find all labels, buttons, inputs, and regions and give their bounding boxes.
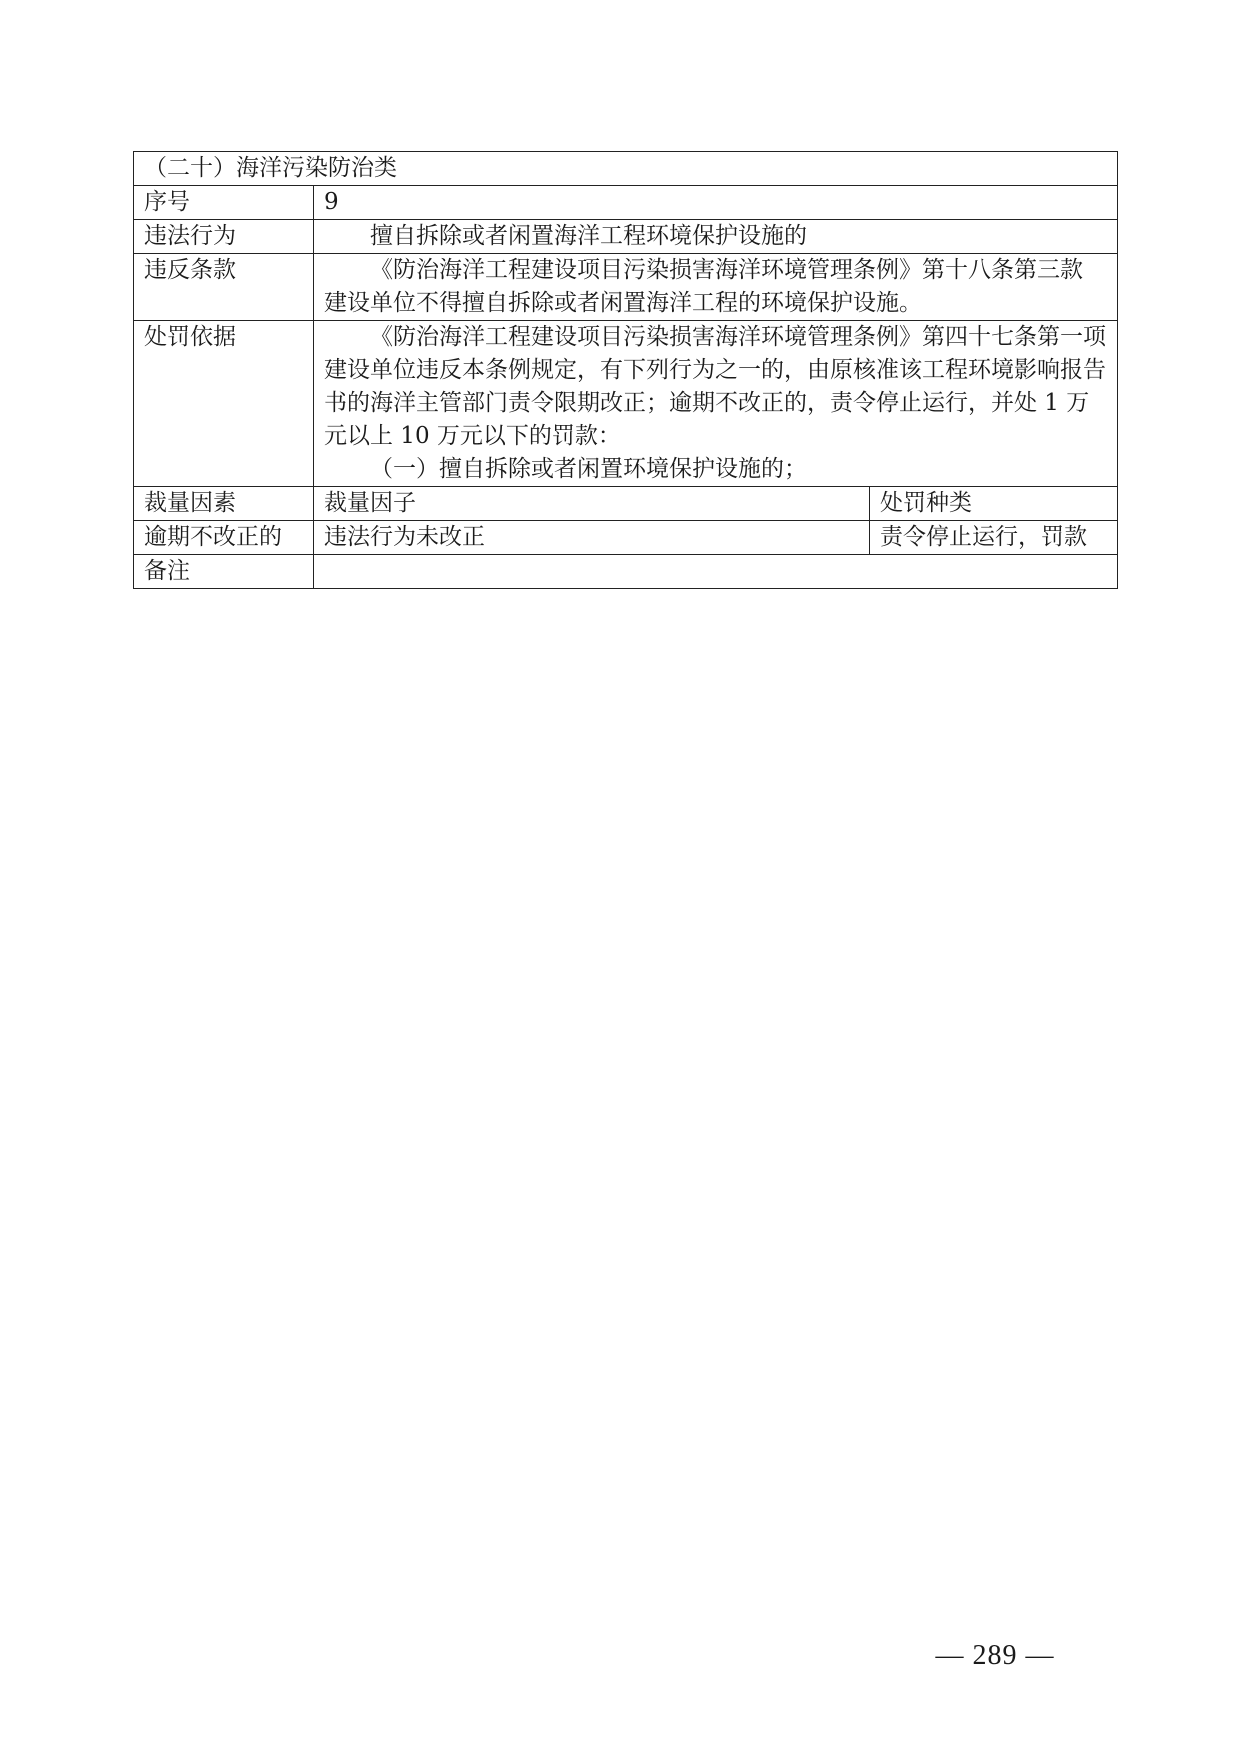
discretion-row — [134, 521, 1118, 555]
serial-label: 序号 — [134, 186, 314, 220]
discretion-subfactor-header: 裁量因子 — [314, 487, 870, 521]
illegal-act-value: 擅自拆除或者闲置海洋工程环境保护设施的 — [314, 220, 1118, 254]
remarks-label: 备注 — [134, 555, 314, 589]
remarks-row — [134, 555, 1118, 589]
illegal-act-label: 违法行为 — [134, 220, 314, 254]
penalty-basis-paragraph: 《防治海洋工程建设项目污染损害海洋环境管理条例》第四十七条第一项 建设单位违反本条例规定，有下列行为之一的，由原核准该工程环境影响报告书的海洋主管部门责令限期改正；逾期不改正的，责令停止运行，并处 1 万元以上 10 万元以下的罚款： — [324, 324, 1106, 449]
violated-clause-row — [134, 254, 1118, 321]
discretion-header-row — [134, 487, 1118, 521]
penalty-discretion-table — [133, 151, 1118, 589]
serial-value: 9 — [314, 186, 1118, 220]
discretion-factor-header: 裁量因素 — [134, 487, 314, 521]
penalty-basis-label: 处罚依据 — [134, 321, 314, 487]
category-cell: （二十）海洋污染防治类 — [134, 152, 1118, 186]
page-number: — 289 — — [935, 1640, 1055, 1671]
violated-clause-value: 《防治海洋工程建设项目污染损害海洋环境管理条例》第十八条第三款 建设单位不得擅自拆除或者闲置海洋工程的环境保护设施。 — [314, 254, 1118, 321]
discretion-subfactor: 违法行为未改正 — [314, 521, 870, 555]
category-row — [134, 152, 1118, 186]
remarks-value — [314, 555, 1118, 589]
illegal-act-row — [134, 220, 1118, 254]
penalty-basis-row — [134, 321, 1118, 487]
penalty-basis-paragraph: （一）擅自拆除或者闲置环境保护设施的； — [370, 456, 807, 482]
discretion-factor: 逾期不改正的 — [134, 521, 314, 555]
violated-clause-label: 违反条款 — [134, 254, 314, 321]
penalty-type-header: 处罚种类 — [870, 487, 1118, 521]
penalty-type: 责令停止运行，罚款 — [870, 521, 1118, 555]
penalty-basis-value — [314, 321, 1118, 487]
serial-row — [134, 186, 1118, 220]
